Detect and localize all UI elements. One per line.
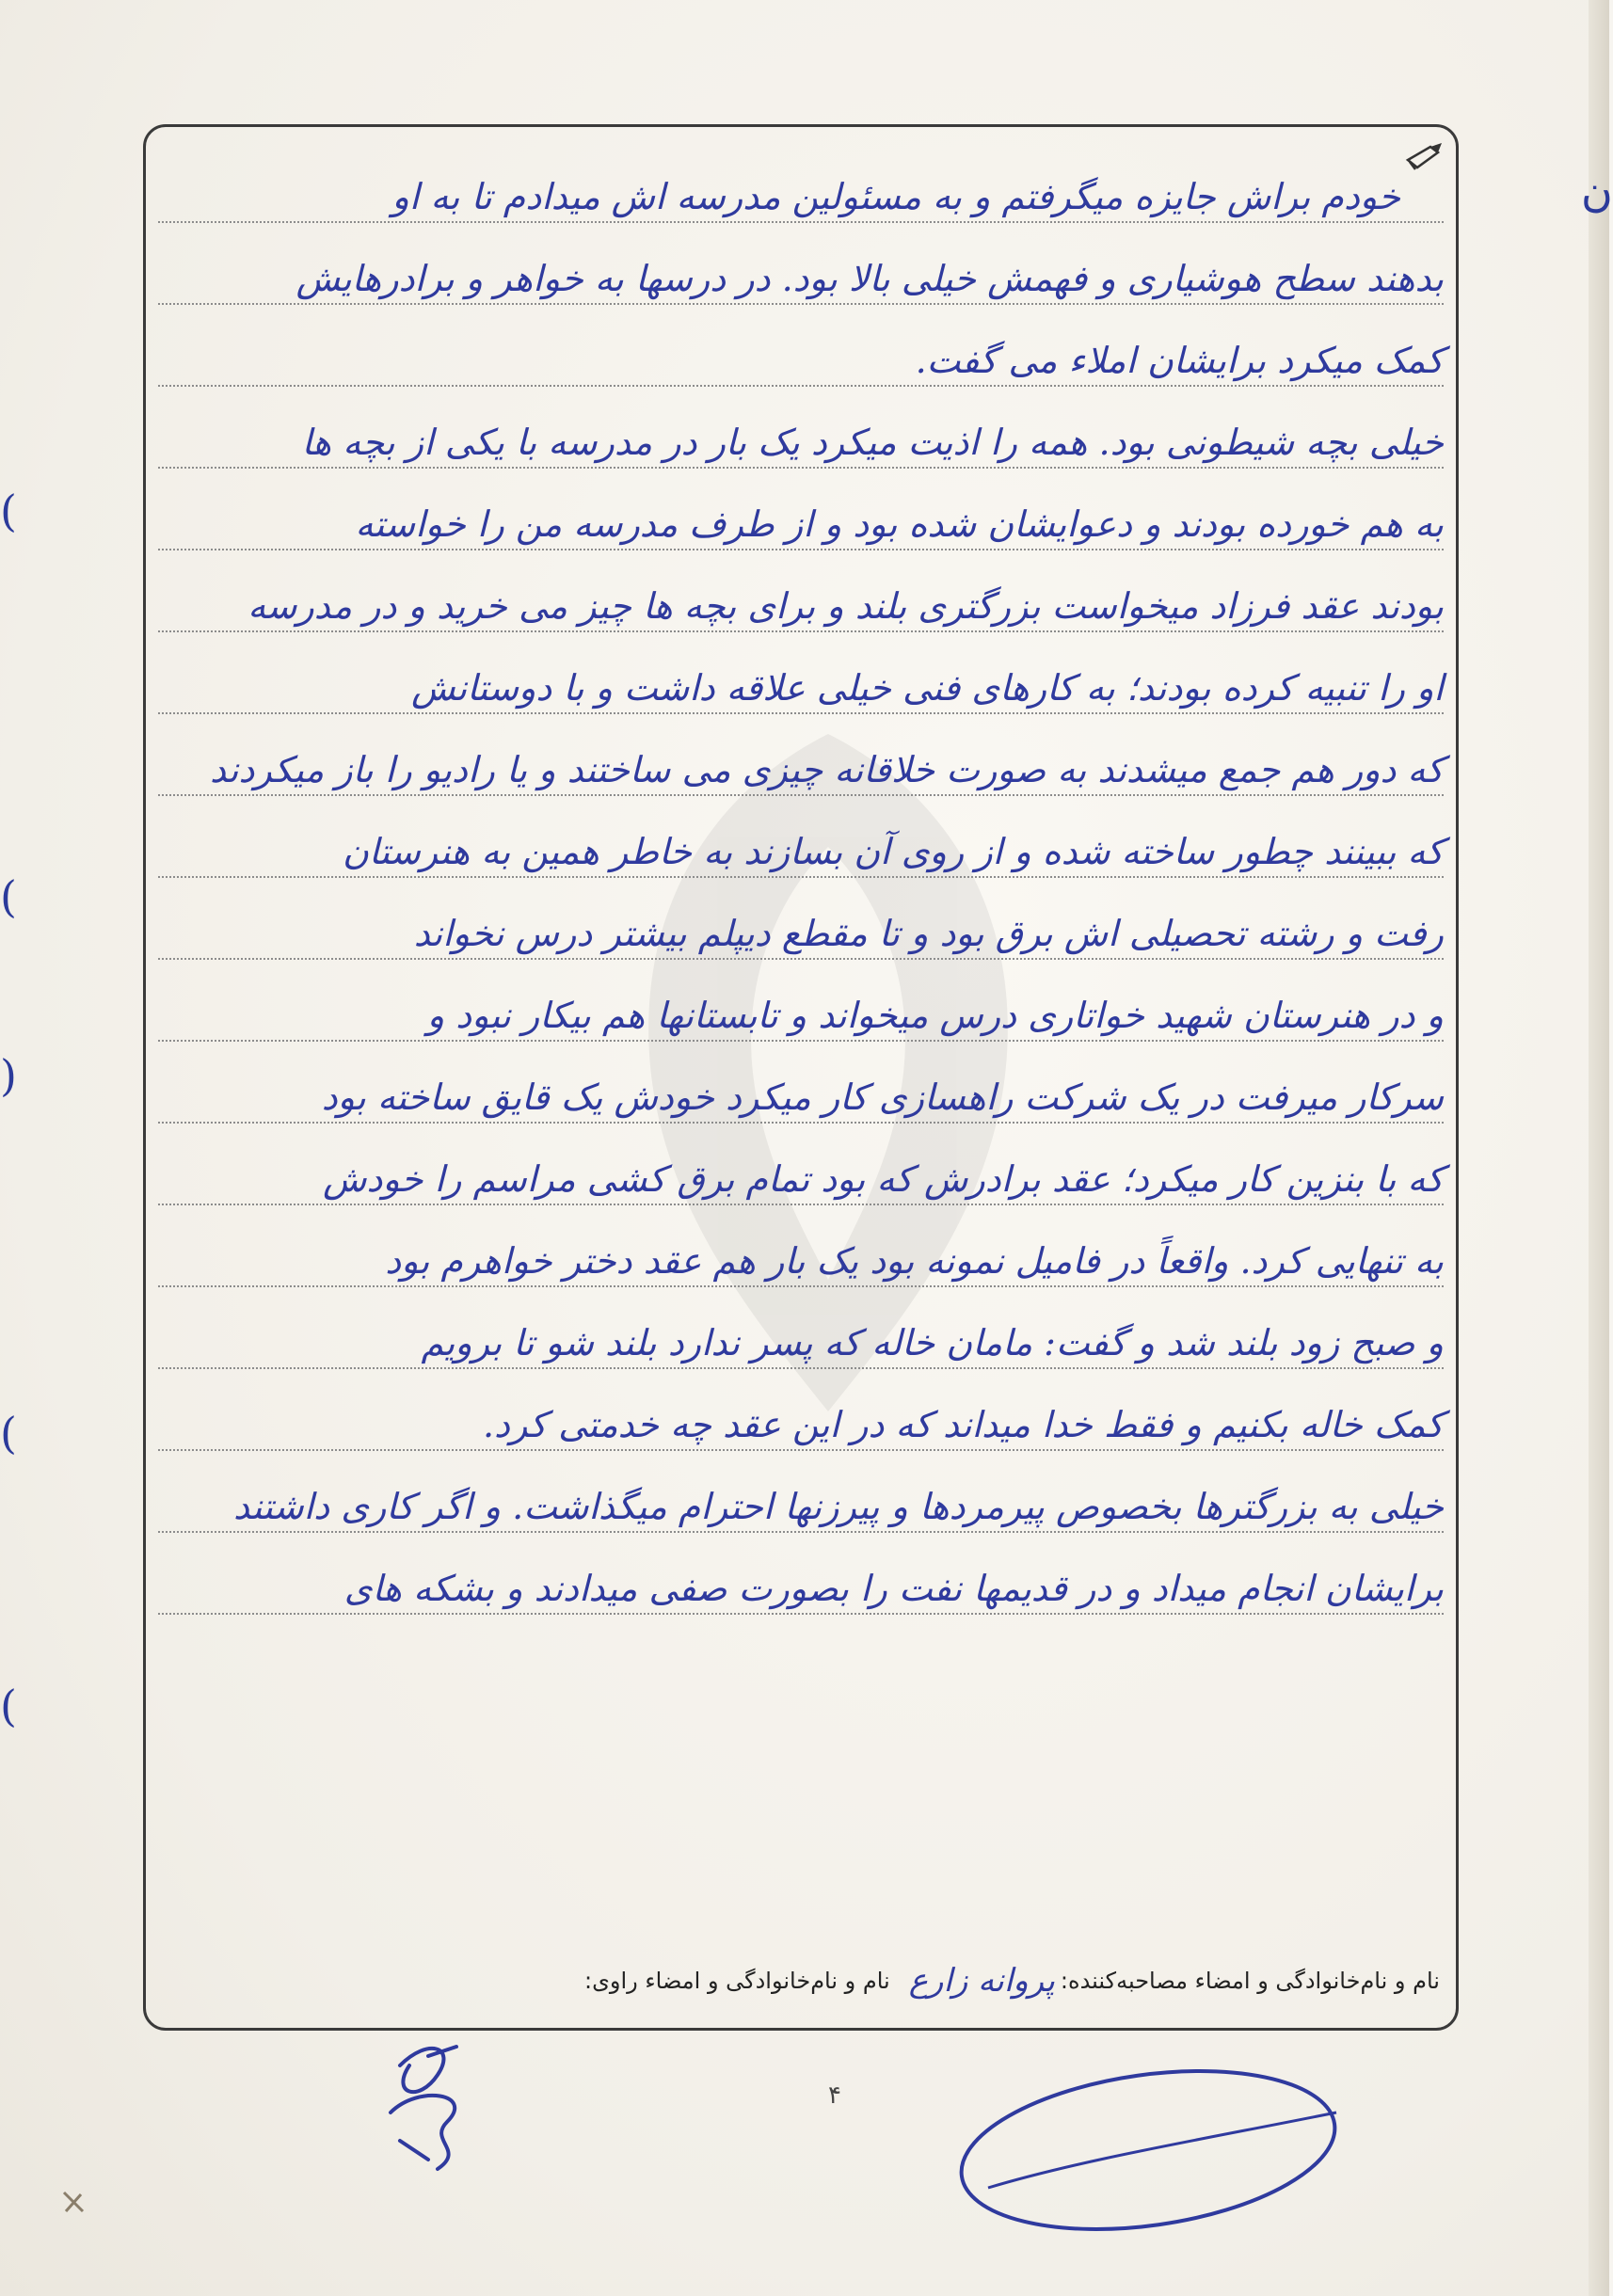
line-text: خودم براش جایزه میگرفتم و به مسئولین مدرسه اش میدادم تا به او: [391, 176, 1400, 217]
interviewer-signature-icon: [372, 2028, 503, 2188]
signature-footer: [169, 1957, 1440, 2004]
line-text: و در هنرستان شهید خواتاری درس میخواند و تابستانها هم بیکار نبود و: [426, 995, 1444, 1036]
line-text: کمک خاله بکنیم و فقط خدا میداند که در این عقد چه خدمتی کرد.: [482, 1404, 1444, 1445]
line-text: که ببینند چطور ساخته شده و از روی آن بسازند به خاطر همین به هنرستان: [343, 831, 1444, 872]
text-line: [158, 1124, 1444, 1205]
narrator-signature-icon: [950, 2047, 1355, 2244]
text-line: [158, 796, 1444, 878]
line-text: که دور هم جمع میشدند به صورت خلاقانه چیزی می ساختند و یا رادیو را باز میکردند: [209, 749, 1444, 790]
text-line: [158, 141, 1444, 223]
line-text: سرکار میرفت در یک شرکت راهسازی کار میکرد خودش یک قایق ساخته بود: [321, 1076, 1444, 1118]
text-line: [158, 469, 1444, 550]
text-line: [158, 878, 1444, 960]
page-fold-edge: [1589, 0, 1609, 2296]
text-line: [158, 550, 1444, 632]
page-number: ۴: [828, 2081, 841, 2110]
line-text: کمک میکرد برایشان املاء می گفت.: [915, 340, 1444, 381]
line-text: خیلی بچه شیطونی بود. همه را اذیت میکرد یک بار در مدرسه با یکی از بچه ها: [301, 422, 1444, 463]
margin-mark: (: [0, 486, 17, 536]
text-line: [158, 960, 1444, 1042]
handwritten-body: [158, 141, 1444, 1910]
margin-mark: ): [0, 1050, 17, 1101]
text-line: [158, 1451, 1444, 1533]
text-line: [158, 1533, 1444, 1615]
text-line: [158, 1042, 1444, 1124]
text-line: [158, 1205, 1444, 1287]
line-text: بدهند سطح هوشیاری و فهمش خیلی بالا بود. در درسها به خواهر و برادرهایش: [295, 258, 1444, 299]
text-line: [158, 1369, 1444, 1451]
text-line: [158, 632, 1444, 714]
margin-mark: (: [0, 1681, 17, 1731]
line-text: و صبح زود بلند شد و گفت: مامان خاله که پسر ندارد بلند شو تا برویم: [421, 1322, 1444, 1363]
line-text: بودند عقد فرزاد میخواست بزرگتری بلند و برای بچه ها چیز می خرید و در مدرسه: [248, 585, 1444, 627]
text-line: [158, 1287, 1444, 1369]
line-text: رفت و رشته تحصیلی اش برق بود و تا مقطع دیپلم بیشتر درس نخواند: [413, 913, 1444, 954]
text-line: [158, 714, 1444, 796]
margin-mark: ن: [1581, 166, 1613, 216]
text-line: [158, 387, 1444, 469]
interviewer-name: پروانه زارع: [908, 1962, 1055, 2000]
text-line: [158, 305, 1444, 387]
narrator-label: نام و نام‌خانوادگی و امضاء راوی:: [584, 1968, 890, 1994]
line-text: برایشان انجام میداد و در قدیمها نفت را بصورت صفی میدادند و بشکه های: [343, 1568, 1444, 1609]
paper-stain: [55, 2183, 92, 2221]
margin-mark: (: [0, 871, 17, 922]
margin-mark: (: [0, 1408, 17, 1459]
text-line: [158, 223, 1444, 305]
line-text: او را تنبیه کرده بودند؛ به کارهای فنی خیلی علاقه داشت و با دوستانش: [411, 667, 1444, 709]
line-text: خیلی به بزرگترها بخصوص پیرمردها و پیرزنها احترام میگذاشت. و اگر کاری داشتند: [232, 1486, 1444, 1527]
interviewer-label: نام و نام‌خانوادگی و امضاء مصاحبه‌کننده:: [1060, 1968, 1440, 1994]
line-text: که با بنزین کار میکرد؛ عقد برادرش که بود تمام برق کشی مراسم را خودش: [323, 1158, 1444, 1200]
line-text: به هم خورده بودند و دعوایشان شده بود و از طرف مدرسه من را خواسته: [355, 503, 1444, 545]
line-text: به تنهایی کرد. واقعاً در فامیل نمونه بود یک بار هم عقد دختر خواهرم بود: [385, 1240, 1444, 1282]
